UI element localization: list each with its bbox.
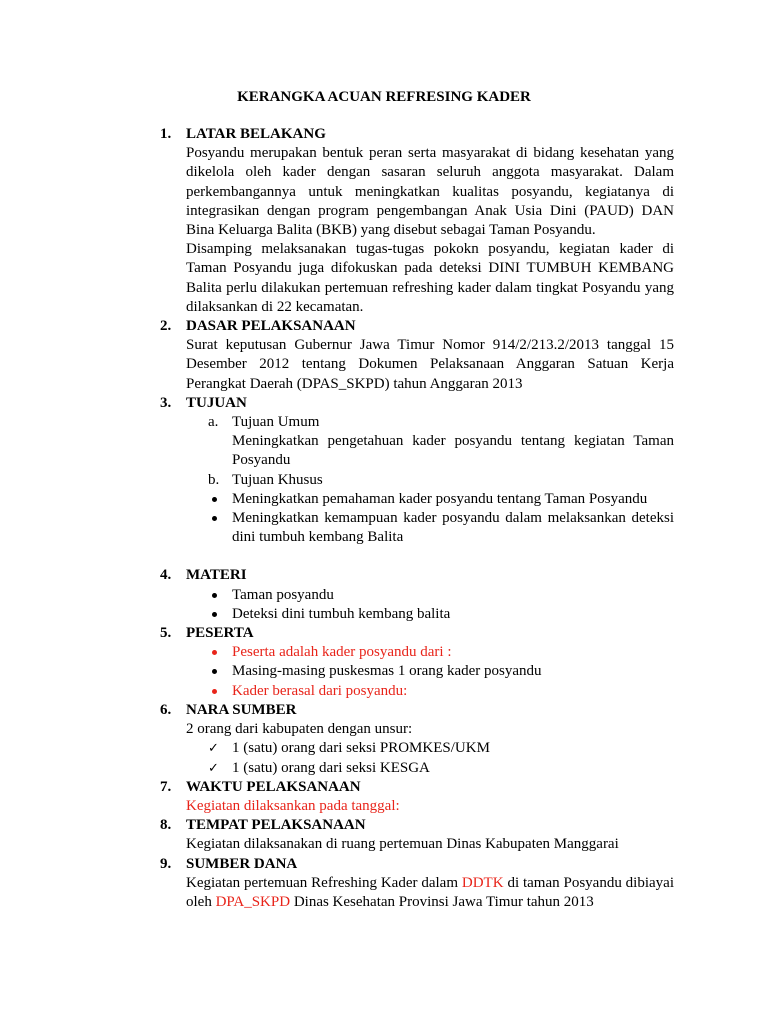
- section-title: WAKTU PELAKSANAAN: [186, 778, 361, 795]
- checklist-item: [160, 759, 674, 778]
- section-number: 1.: [160, 126, 172, 142]
- section-title: NARA SUMBER: [186, 701, 297, 718]
- section-number: 6.: [160, 701, 172, 718]
- bullet-icon: [212, 689, 217, 694]
- paragraph: Surat keputusan Gubernur Jawa Timur Nomor 914/2/213.2/2013 tanggal 15 Desember 2012 tentang Dokumen Pelaksanaan Anggaran Satuan Kerja Perangkat Daerah (DPAS_SKPD) tahun Anggaran 2013: [186, 337, 674, 392]
- section-heading-peserta: [160, 624, 674, 643]
- section-number: 5.: [160, 625, 172, 642]
- list-item-text: Deteksi dini tumbuh kembang balita: [232, 605, 451, 622]
- paragraph-funding: [160, 874, 674, 912]
- section-number: 7.: [160, 778, 172, 795]
- list-item: [160, 662, 674, 681]
- section-heading-latar-belakang: [160, 125, 674, 144]
- bullet-icon: [212, 593, 217, 598]
- sub-item-marker: b.: [208, 471, 220, 488]
- list-item: [160, 490, 674, 509]
- list-item-text: Peserta adalah kader posyandu dari :: [232, 644, 452, 661]
- section-title: TEMPAT PELAKSANAAN: [186, 817, 366, 834]
- paragraph: 2 orang dari kabupaten dengan unsur:: [186, 721, 413, 738]
- text-run: di taman Posyandu dibiayai oleh: [186, 874, 675, 910]
- list-item-text: Kader berasal dari posyandu:: [232, 682, 408, 699]
- list-item: [160, 586, 674, 605]
- list-item-highlighted: [160, 682, 674, 701]
- paragraph: Disamping melaksanakan tugas-tugas pokokn posyandu, kegiatan kader di Taman Posyandu juga difokuskan pada deteksi DINI TUMBUH KEMBANG Balita perlu dilakukan pertemuan refreshing kader dalam tingkat Posyandu yang dilaksankan di 22 kecamatan.: [186, 241, 674, 315]
- section-number: 4.: [160, 567, 172, 584]
- section-title: PESERTA: [186, 625, 254, 642]
- highlighted-term: DDTK: [461, 874, 504, 891]
- section-heading-materi: [160, 566, 674, 585]
- sub-item-label: Tujuan Umum: [232, 414, 320, 431]
- section-heading-nara-sumber: [160, 701, 674, 720]
- document-title: KERANGKA ACUAN REFRESING KADER: [237, 89, 531, 105]
- highlighted-term: DPA_SKPD: [215, 893, 291, 910]
- section-title: SUMBER DANA: [186, 855, 298, 872]
- list-item-text: Meningkatkan pemahaman kader posyandu tentang Taman Posyandu: [232, 490, 648, 507]
- sub-item-marker: a.: [208, 414, 219, 431]
- list-item-highlighted: [160, 643, 674, 662]
- sub-item-tujuan-umum: [160, 413, 674, 432]
- sub-item-description: Meningkatkan pengetahuan kader posyandu tentang kegiatan Taman Posyandu: [232, 433, 674, 469]
- checklist-item: [160, 739, 674, 758]
- bullet-icon: [212, 612, 217, 617]
- section-number: 3.: [160, 394, 172, 411]
- paragraph-highlighted: Kegiatan dilaksankan pada tanggal:: [186, 797, 400, 814]
- list-item-text: Masing-masing puskesmas 1 orang kader posyandu: [232, 663, 542, 680]
- sub-item-tujuan-khusus: [160, 471, 674, 490]
- section-number: 2.: [160, 318, 172, 335]
- paragraph: Kegiatan dilaksanakan di ruang pertemuan Dinas Kabupaten Manggarai: [186, 836, 619, 853]
- section-heading-dasar-pelaksanaan: [160, 317, 674, 336]
- sub-item-label: Tujuan Khusus: [232, 471, 323, 488]
- document-body: [160, 125, 674, 912]
- paragraph: Posyandu merupakan bentuk peran serta masyarakat di bidang kesehatan yang dikelola oleh kader dengan sasaran seluruh anggota masyarakat. Dalam perkembangannya untuk meningkatkan kualitas posyandu, kegiatanya di integrasikan dengan program pengembangan Anak Usia Dini (PAUD) DAN Bina Keluarga Balita (BKB) yang disebut sebagai Taman Posyandu.: [186, 145, 674, 239]
- section-heading-tujuan: [160, 394, 674, 413]
- section-title: DASAR PELAKSANAAN: [186, 318, 356, 335]
- section-number: 8.: [160, 817, 172, 834]
- section-title: LATAR BELAKANG: [186, 126, 326, 142]
- bullet-icon: [212, 650, 217, 655]
- list-item: [160, 605, 674, 624]
- bullet-icon: [212, 669, 217, 674]
- bullet-icon: [212, 516, 217, 521]
- section-title: MATERI: [186, 567, 247, 584]
- text-run: Dinas Kesehatan Provinsi Jawa Timur tahun 2013: [293, 893, 594, 910]
- sub-item-text: [160, 432, 674, 470]
- list-item-text: Taman posyandu: [232, 586, 334, 603]
- section-heading-tempat-pelaksanaan: [160, 816, 674, 835]
- checklist-item-text: 1 (satu) orang dari seksi PROMKES/UKM: [232, 740, 490, 757]
- checklist-item-text: 1 (satu) orang dari seksi KESGA: [232, 759, 430, 776]
- section-title: TUJUAN: [186, 394, 247, 411]
- list-item-text: Meningkatkan kemampuan kader posyandu dalam melaksankan deteksi dini tumbuh kembang Balita: [232, 510, 674, 546]
- checkmark-icon: ✓: [208, 741, 219, 757]
- bullet-icon: [212, 497, 217, 502]
- section-number: 9.: [160, 855, 172, 872]
- section-heading-waktu-pelaksanaan: [160, 778, 674, 797]
- checkmark-icon: ✓: [208, 760, 219, 776]
- section-heading-sumber-dana: [160, 855, 674, 874]
- spacer: [160, 547, 674, 566]
- text-run: Kegiatan pertemuan Refreshing Kader dalam: [186, 874, 459, 891]
- list-item: [160, 509, 674, 547]
